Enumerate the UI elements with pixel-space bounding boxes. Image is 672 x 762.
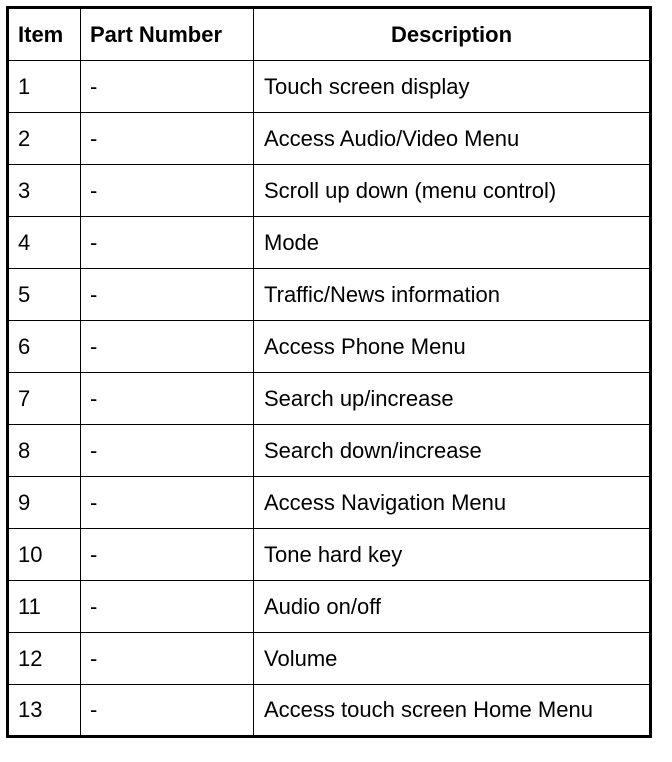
cell-item: 8	[8, 425, 81, 477]
cell-part-number: -	[81, 217, 254, 269]
table-row	[8, 581, 651, 633]
parts-table	[6, 6, 652, 738]
table-row	[8, 321, 651, 373]
cell-item: 10	[8, 529, 81, 581]
cell-item: 1	[8, 61, 81, 113]
cell-part-number: -	[81, 685, 254, 737]
cell-description: Mode	[254, 217, 651, 269]
table-row	[8, 61, 651, 113]
cell-item: 9	[8, 477, 81, 529]
cell-item: 11	[8, 581, 81, 633]
cell-item: 6	[8, 321, 81, 373]
cell-description: Tone hard key	[254, 529, 651, 581]
cell-description: Traffic/News information	[254, 269, 651, 321]
cell-part-number: -	[81, 633, 254, 685]
header-item: Item	[8, 8, 81, 61]
table-row	[8, 685, 651, 737]
cell-part-number: -	[81, 373, 254, 425]
cell-description: Search up/increase	[254, 373, 651, 425]
table-row	[8, 113, 651, 165]
cell-part-number: -	[81, 165, 254, 217]
table-row	[8, 477, 651, 529]
cell-item: 2	[8, 113, 81, 165]
header-row	[8, 8, 651, 61]
cell-item: 13	[8, 685, 81, 737]
cell-description: Access Navigation Menu	[254, 477, 651, 529]
cell-item: 4	[8, 217, 81, 269]
table-row	[8, 633, 651, 685]
cell-description: Access Audio/Video Menu	[254, 113, 651, 165]
cell-item: 5	[8, 269, 81, 321]
cell-item: 7	[8, 373, 81, 425]
header-part-number: Part Number	[81, 8, 254, 61]
cell-description: Touch screen display	[254, 61, 651, 113]
header-description: Description	[254, 8, 651, 61]
cell-part-number: -	[81, 529, 254, 581]
cell-part-number: -	[81, 269, 254, 321]
cell-part-number: -	[81, 61, 254, 113]
cell-part-number: -	[81, 425, 254, 477]
cell-item: 12	[8, 633, 81, 685]
table-row	[8, 529, 651, 581]
cell-part-number: -	[81, 581, 254, 633]
table-row	[8, 425, 651, 477]
cell-description: Search down/increase	[254, 425, 651, 477]
cell-description: Scroll up down (menu control)	[254, 165, 651, 217]
table-row	[8, 217, 651, 269]
cell-part-number: -	[81, 113, 254, 165]
table-row	[8, 269, 651, 321]
table-row	[8, 373, 651, 425]
cell-description: Access Phone Menu	[254, 321, 651, 373]
table-row	[8, 165, 651, 217]
cell-part-number: -	[81, 321, 254, 373]
cell-description: Access touch screen Home Menu	[254, 685, 651, 737]
cell-part-number: -	[81, 477, 254, 529]
cell-description: Volume	[254, 633, 651, 685]
cell-description: Audio on/off	[254, 581, 651, 633]
cell-item: 3	[8, 165, 81, 217]
